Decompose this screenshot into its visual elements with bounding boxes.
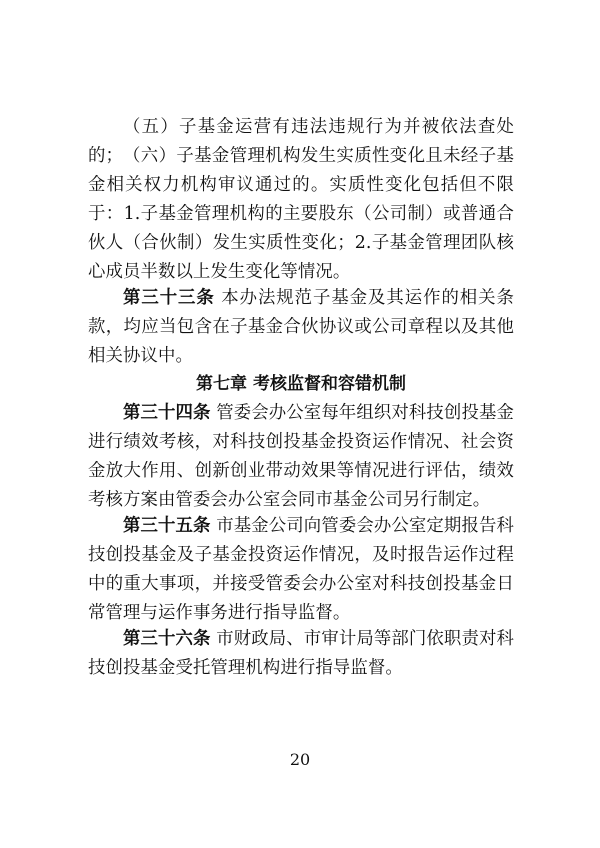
article-33 <box>88 284 514 371</box>
page-number: 20 <box>289 750 311 769</box>
article-36-text: 市财政局、市审计局等部门依职责对科技创投基金受托管理机构进行指导监督。 <box>88 629 514 678</box>
paragraph-item-5: （五）子基金运营有违法违规行为并被依法查处的； <box>88 117 514 166</box>
article-33-number: 第三十三条 <box>123 288 215 308</box>
article-36 <box>88 625 514 683</box>
article-35-text: 市基金公司向管委会办公室定期报告科技创投基金及子基金投资运作情况，及时报告运作过程中的重大事项，并接受管委会办公室对科技创投基金日常管理与运作事务进行指导监督。 <box>88 516 514 623</box>
article-35 <box>88 512 514 628</box>
chapter-heading: 第七章 考核监督和容错机制 <box>196 374 406 394</box>
article-35-number: 第三十五条 <box>123 516 211 536</box>
article-34 <box>88 399 514 515</box>
article-34-text: 管委会办公室每年组织对科技创投基金进行绩效考核，对科技创投基金投资运作情况、社会资金放大作用、创新创业带动效果等情况进行评估，绩效考核方案由管委会办公室会同市基金公司另行制定。 <box>88 403 514 510</box>
article-36-number: 第三十六条 <box>123 629 211 649</box>
article-34-number: 第三十四条 <box>123 403 211 423</box>
article-33-text: 本办法规范子基金及其运作的相关条款，均应当包含在子基金合伙协议或公司章程以及其他相关协议中。 <box>88 288 514 366</box>
paragraph-item-6: （六）子基金管理机构发生实质性变化且未经子基金相关权力机构审议通过的。实质性变化包括但不限于：1.子基金管理机构的主要股东（公司制）或普通合伙人（合伙制）发生实质性变化；2.子基金管理团队核心成员半数以上发生变化等情况。 <box>88 146 514 282</box>
